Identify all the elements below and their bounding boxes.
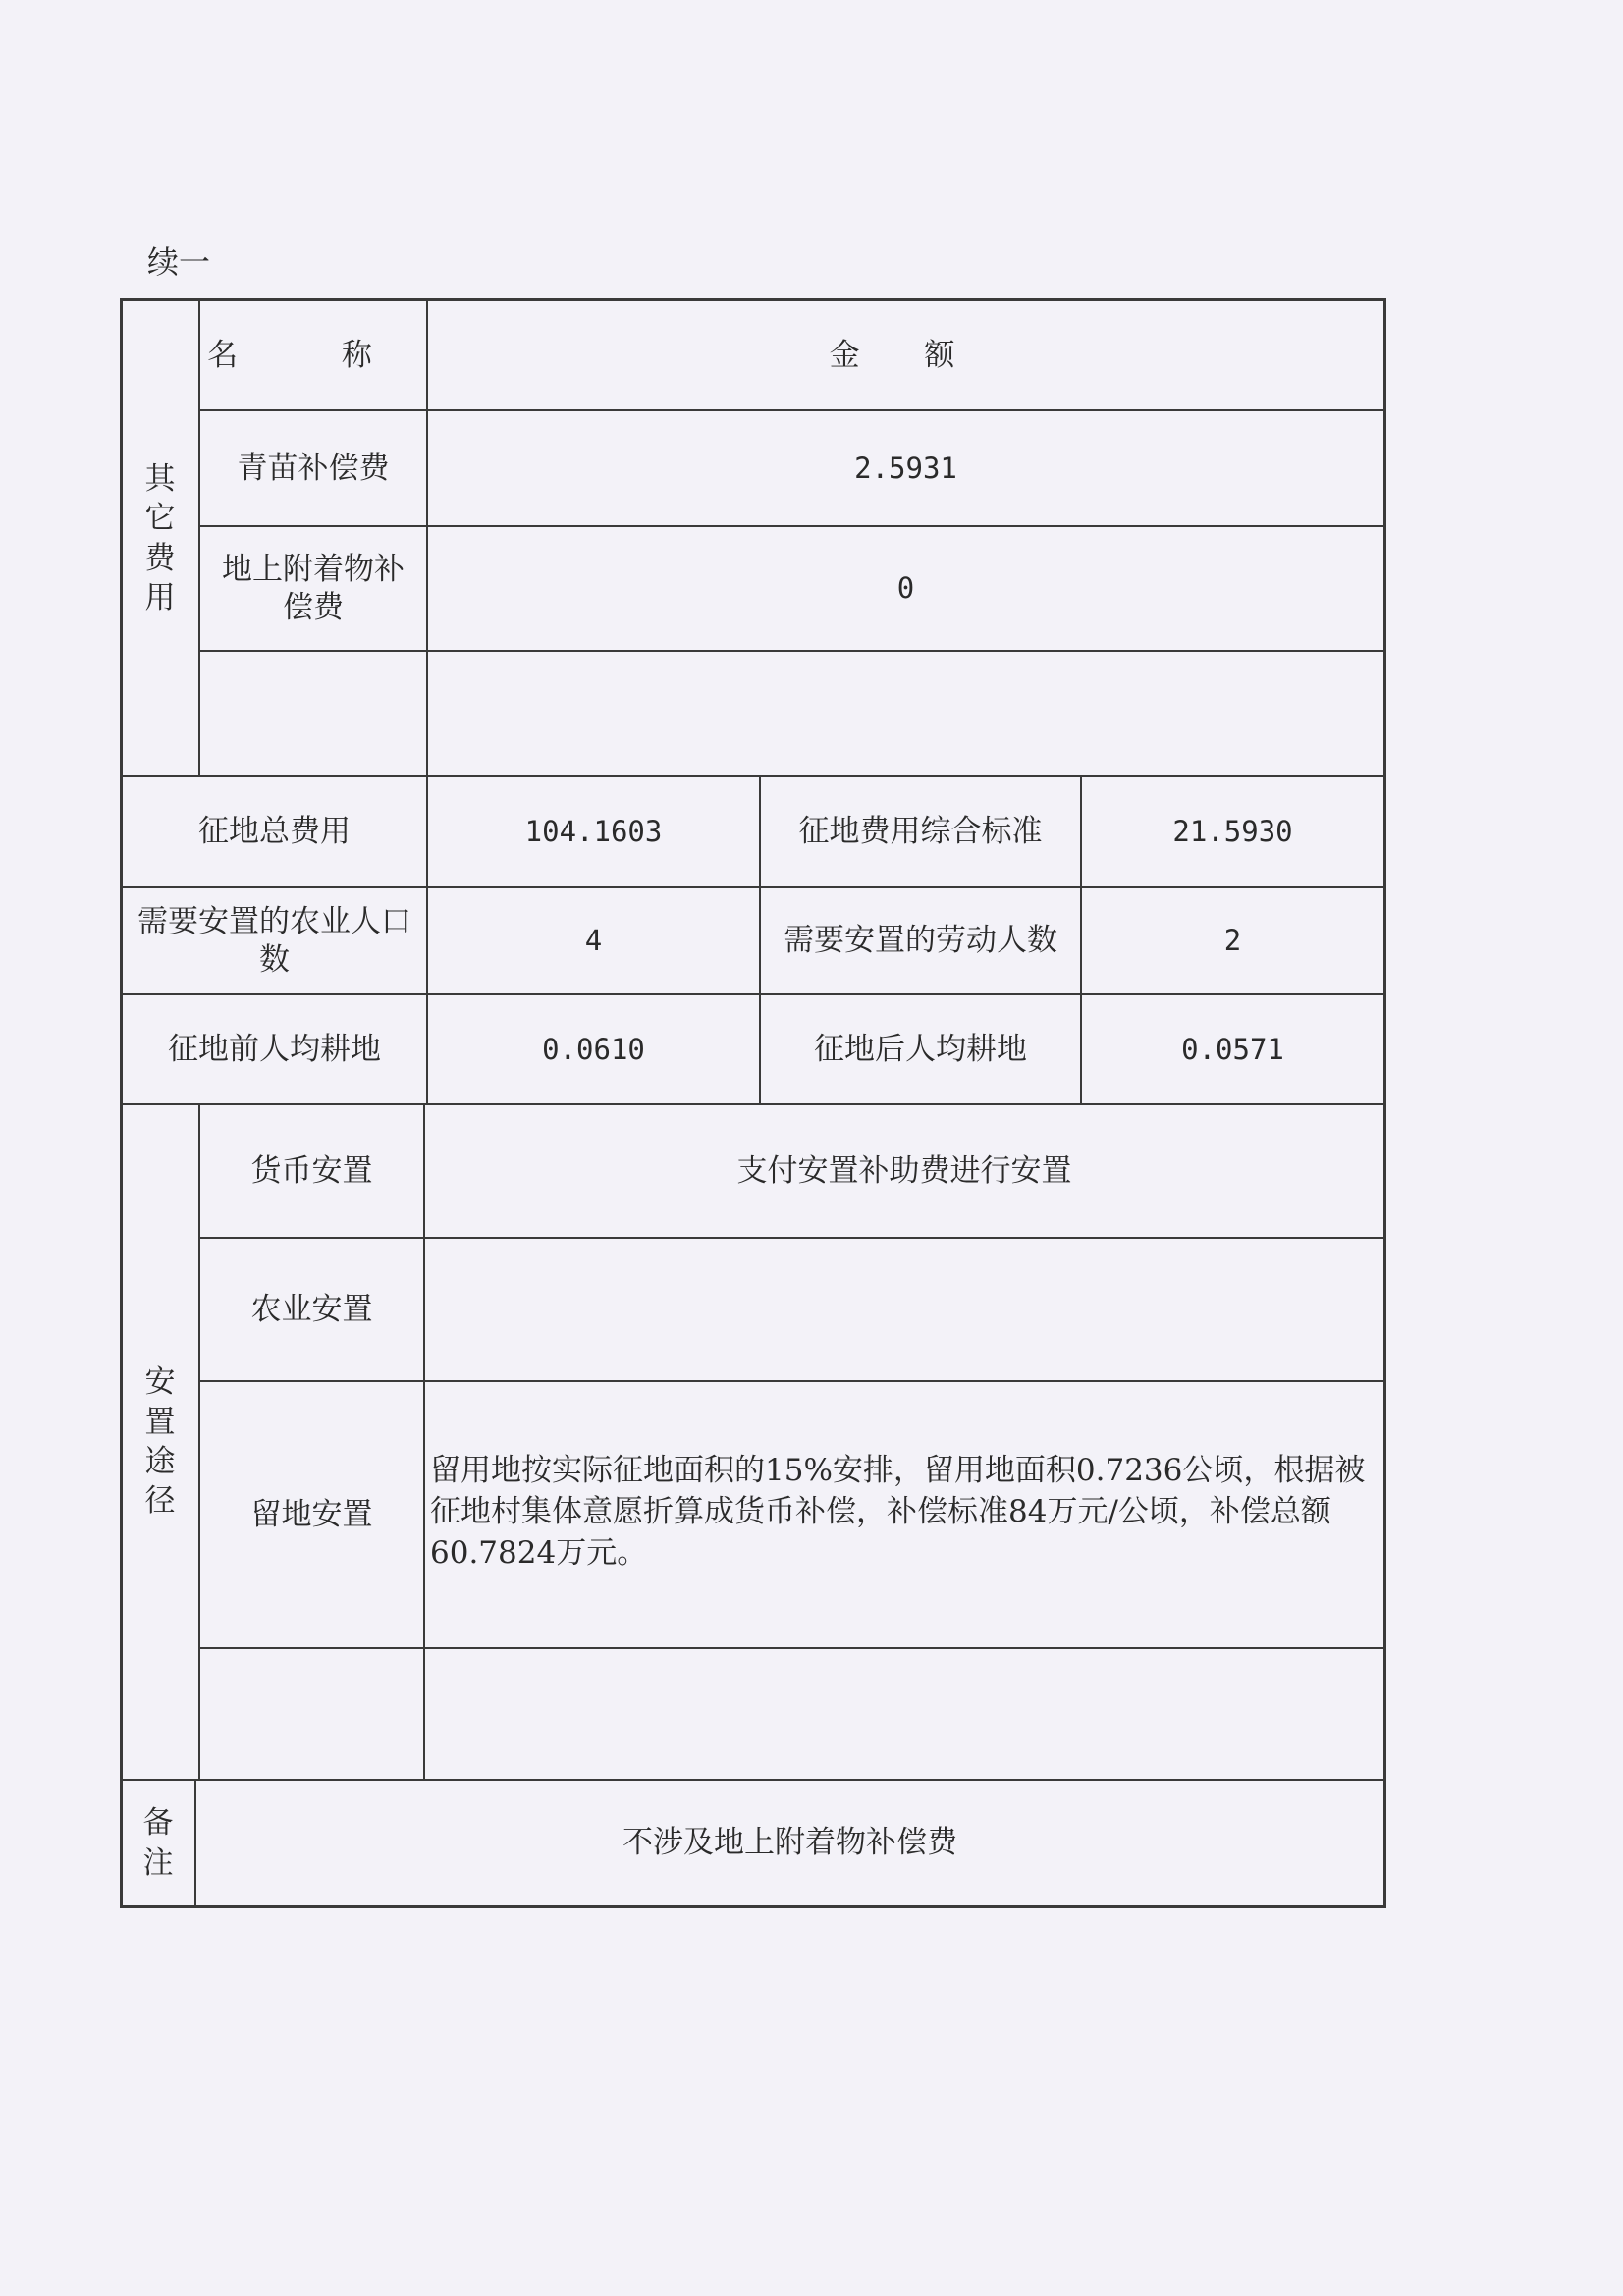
fee-amount-attachments: 0: [896, 571, 915, 606]
header-amount: [428, 301, 1383, 409]
labor-count-label: 需要安置的劳动人数: [784, 923, 1057, 959]
remarks-content: 不涉及地上附着物补偿费: [622, 1825, 957, 1861]
fee-name-attachments: 地上附着物补偿费: [222, 551, 405, 625]
resettle-name-agricultural: 农业安置: [250, 1291, 373, 1327]
total-fee-value: 104.1603: [524, 815, 663, 849]
resettlement-group-label: 安置途径: [144, 1364, 176, 1520]
remarks-label: 备注: [142, 1805, 174, 1881]
land-acquisition-table: [120, 298, 1386, 1908]
standard-label: 征地费用综合标准: [798, 814, 1043, 850]
arable-before-label: 征地前人均耕地: [168, 1031, 381, 1067]
header-name: [200, 301, 426, 409]
standard-value: 21.5930: [1172, 815, 1293, 849]
page-label: 续一: [147, 243, 211, 281]
header-name-text: 名 称: [207, 337, 419, 373]
resettle-name-empty: [200, 1649, 423, 1779]
resettle-content-reserved-land: 留用地按实际征地面积的15%安排，留用地面积0.7236公顷，根据被征地村集体意愿折算成货币补偿，补偿标准84万元/公顷，补偿总额60.7824万元。: [430, 1453, 1366, 1571]
total-fee-label: 征地总费用: [198, 814, 351, 850]
arable-after-label: 征地后人均耕地: [814, 1031, 1027, 1067]
resettle-content-agricultural: [425, 1239, 1383, 1380]
fee-amount-seedling: 2.5931: [854, 451, 957, 485]
labor-count-value: 2: [1223, 924, 1242, 958]
fee-name-empty: [200, 652, 426, 775]
arable-before-value: 0.0610: [542, 1032, 645, 1066]
resettle-name-reserved-land: 留地安置: [250, 1496, 373, 1532]
fee-name-seedling: 青苗补偿费: [237, 450, 390, 486]
header-amount-text: 金 额: [829, 337, 983, 373]
arable-after-value: 0.0571: [1181, 1032, 1284, 1066]
resettle-name-monetary: 货币安置: [250, 1152, 373, 1189]
resettle-content-monetary: 支付安置补助费进行安置: [736, 1152, 1072, 1189]
fee-amount-empty: [428, 652, 1383, 775]
resettle-content-empty: [425, 1649, 1383, 1779]
other-fees-group-label: 其它费用: [144, 460, 176, 615]
farm-population-label: 需要安置的农业人口数: [137, 903, 411, 978]
farm-population-value: 4: [584, 924, 603, 958]
